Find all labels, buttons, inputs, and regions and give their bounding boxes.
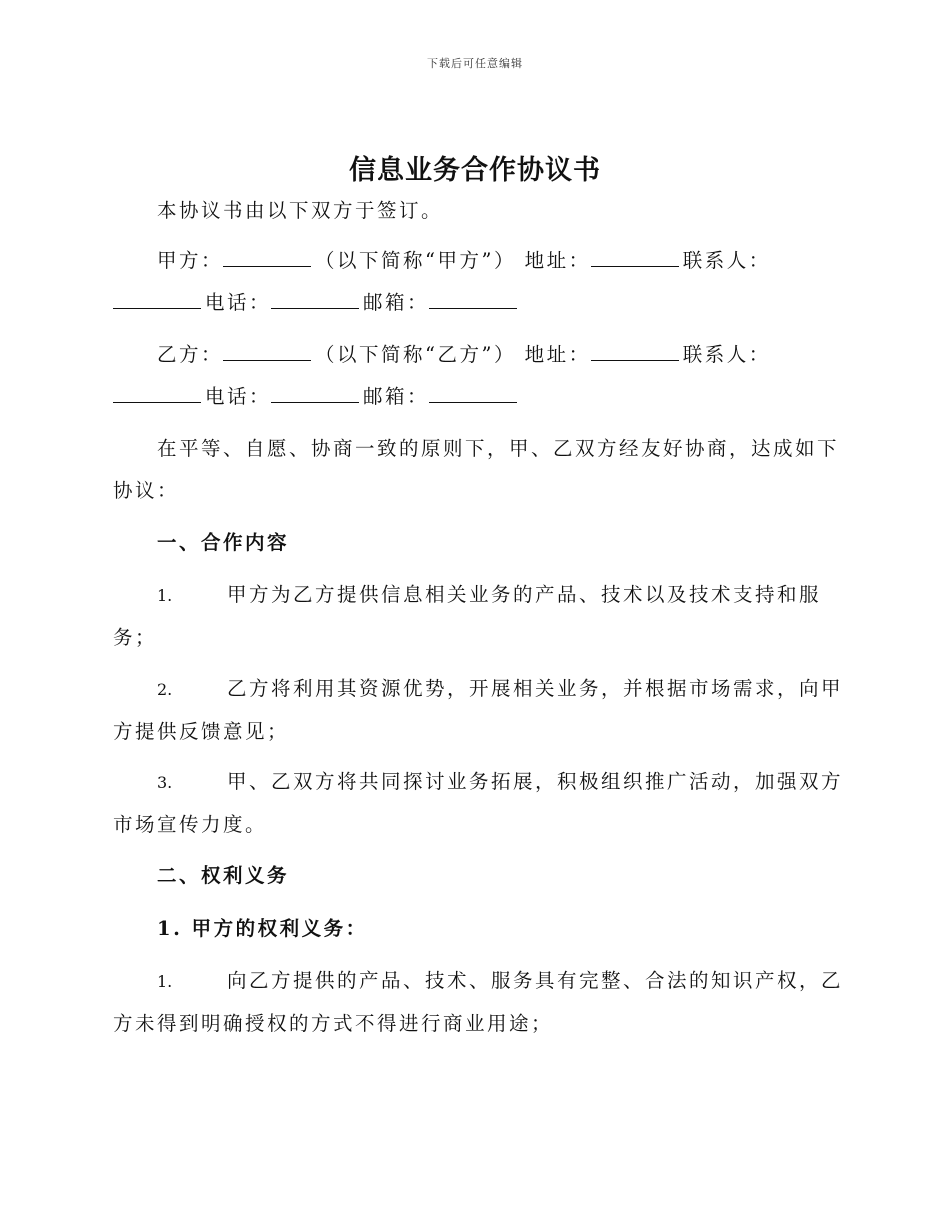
list-item <box>113 668 844 753</box>
principle-line1: 在平等、自愿、协商一致的原则下，甲、乙双方经友好协商，达成如下 <box>157 437 840 460</box>
party-a-phone-blank[interactable] <box>271 290 359 309</box>
item-line1: 甲方为乙方提供信息相关业务的产品、技术以及技术支持和服 <box>227 583 822 606</box>
party-a-label: 甲方： <box>157 249 224 272</box>
party-a-contact-label: 联系人： <box>682 249 771 272</box>
section-2-heading: 二、权利义务 <box>157 864 290 887</box>
item-line1: 甲、乙双方将共同探讨业务拓展，积极组织推广活动，加强双方 <box>227 770 844 793</box>
party-b-paragraph <box>113 334 833 418</box>
party-a-line2 <box>113 282 833 324</box>
party-b-line2 <box>113 376 833 418</box>
item-line2: 市场宣传力度。 <box>113 813 268 836</box>
party-a-alias: （以下简称“甲方”） <box>315 249 516 272</box>
party-b-name-blank[interactable] <box>223 342 311 361</box>
header-note: 下载后可任意编辑 <box>427 57 523 70</box>
item-number: 1. <box>157 586 173 605</box>
section-1-heading: 一、合作内容 <box>157 531 290 554</box>
party-b-alias: （以下简称“乙方”） <box>315 343 516 366</box>
list-item <box>113 574 833 659</box>
item-number: 1. <box>157 972 173 991</box>
item-number: 3. <box>157 773 173 792</box>
party-b-email-label: 邮箱： <box>363 385 430 408</box>
intro-paragraph: 本协议书由以下双方于签订。 <box>157 199 444 222</box>
party-b-contact-label: 联系人： <box>682 343 771 366</box>
party-a-address-label: 地址： <box>524 249 591 272</box>
party-b-email-blank[interactable] <box>429 384 517 403</box>
list-item <box>113 761 844 846</box>
party-b-contact-blank[interactable] <box>113 384 201 403</box>
party-a-phone-label: 电话： <box>205 291 272 314</box>
item-line2: 务； <box>113 626 158 649</box>
party-a-contact-blank[interactable] <box>113 290 201 309</box>
item-number: 2. <box>157 680 173 699</box>
party-a-email-label: 邮箱： <box>363 291 430 314</box>
party-a-email-blank[interactable] <box>429 290 517 309</box>
party-a-name-blank[interactable] <box>223 248 311 267</box>
party-a-address-blank[interactable] <box>591 248 679 267</box>
item-line2: 方未得到明确授权的方式不得进行商业用途； <box>113 1012 554 1035</box>
principle-line2: 协议： <box>113 479 180 502</box>
party-b-label: 乙方： <box>157 343 224 366</box>
item-line1: 乙方将利用其资源优势，开展相关业务，并根据市场需求，向甲 <box>227 677 844 700</box>
party-b-phone-label: 电话： <box>205 385 272 408</box>
principle-paragraph <box>113 428 840 512</box>
party-b-phone-blank[interactable] <box>271 384 359 403</box>
item-line2: 方提供反馈意见； <box>113 720 290 743</box>
item-line1: 向乙方提供的产品、技术、服务具有完整、合法的知识产权，乙 <box>227 969 844 992</box>
party-b-address-label: 地址： <box>524 343 591 366</box>
list-item <box>113 960 844 1045</box>
party-a-paragraph <box>113 240 833 324</box>
section-2-subheading: 1. 甲方的权利义务： <box>157 917 368 940</box>
document-title: 信息业务合作协议书 <box>349 155 601 186</box>
party-b-address-blank[interactable] <box>591 342 679 361</box>
